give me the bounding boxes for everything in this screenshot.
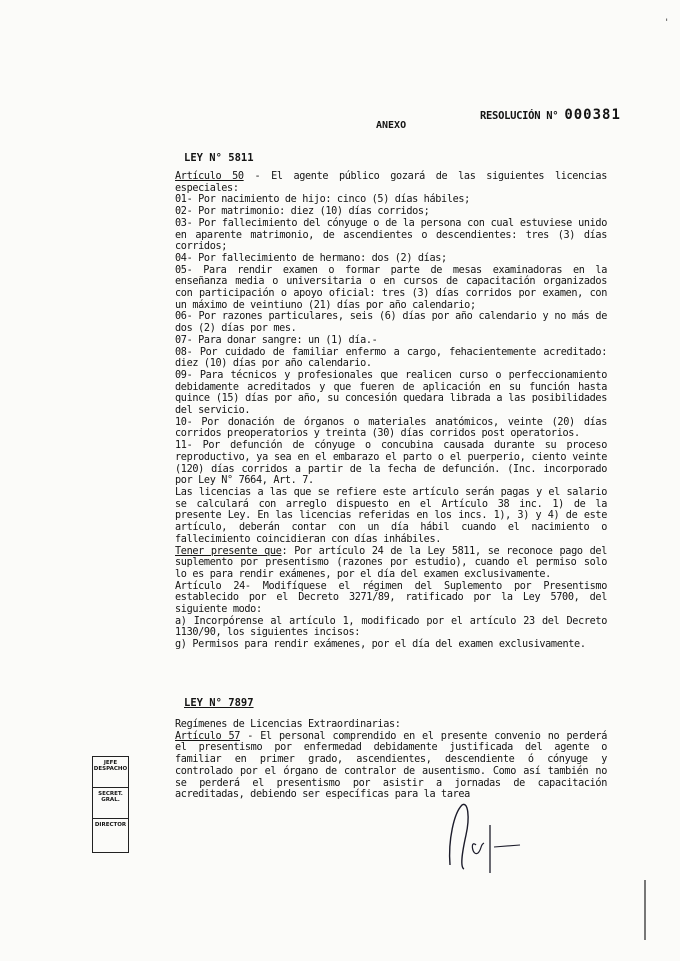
tener-presente-label: Tener presente que	[175, 545, 282, 557]
stamp-cell-director: DIRECTOR	[94, 822, 127, 828]
handwritten-signature	[440, 795, 530, 875]
stamp-cell-secretaria: SECRET. GRAL.	[93, 788, 128, 819]
corner-mark: '	[664, 18, 670, 28]
article-24-item-a: a) Incorpórense al artículo 1, modificado por el artículo 23 del Decreto 1130/90, los siguientes incisos:	[175, 615, 607, 639]
law-7897-title: LEY N° 7897	[184, 697, 254, 709]
resolution-value: 000381	[564, 107, 621, 123]
article-50-label: Artículo 50	[175, 171, 244, 182]
article-57-paragraph	[175, 731, 607, 801]
license-item: 01- Por nacimiento de hijo: cinco (5) días hábiles;	[175, 194, 470, 206]
stamp-cell-jefe: JEFE DESPACHO	[93, 757, 128, 788]
article-50-heading	[175, 171, 607, 194]
license-item: 03- Por fallecimiento del cónyuge o de la persona con cual estuviese unido en aparente matrimonio, de ascendientes o descendientes: tres (3) días corridos;	[175, 217, 607, 253]
tener-presente-paragraph	[175, 546, 607, 581]
resolution-label: RESOLUCIÓN N°	[480, 110, 559, 122]
article-24-item-g: g) Permisos para rendir exámenes, por el día del examen exclusivamente.	[175, 639, 586, 651]
article-50-text: - El agente público gozará de las siguientes licencias especiales:	[175, 171, 607, 194]
paid-licenses-paragraph: Las licencias a las que se refiere este artículo serán pagas y el salario se calculará con arreglo dispuesto en el Artículo 38 inc. 1) de la presente Ley. En las licencias referidas en los incs. 1), 3) y 4) de este artículo, deberán contar con un día hábil cuando el nacimiento o fallecimiento coincidieran con días inhábiles.	[175, 486, 607, 545]
article-24-paragraph: Artículo 24- Modifíquese el régimen del Suplemento por Presentismo establecido por el Decreto 3271/89, ratificado por la Ley 5700, del siguiente modo:	[175, 580, 607, 616]
resolution-number	[480, 107, 621, 123]
license-item: 11- Por defunción de cónyuge o concubina causada durante su proceso reproductivo, ya sea en el embarazo el parto o el puerperio, ciento veinte (120) días corridos a partir de la fecha de defunción. (Inc. incorporado por Ley N° 7664, Art. 7.	[175, 440, 607, 487]
annex-heading: ANEXO	[376, 120, 407, 131]
license-item: 07- Para donar sangre: un (1) día.-	[175, 334, 378, 346]
law-5811-body	[175, 171, 607, 651]
license-item: 05- Para rendir examen o formar parte de mesas examinadoras en la enseñanza media o universitaria o en cursos de capacitación organizados con participación o apoyo oficial: tres (3) días corridos por examen, con un máximo de veintiuno (21) días por año calendario;	[175, 264, 607, 311]
article-57-label: Artículo 57	[175, 730, 241, 742]
license-item: 04- Por fallecimiento de hermano: dos (2) días;	[175, 252, 447, 264]
scan-edge-line	[644, 880, 646, 940]
license-item: 08- Por cuidado de familiar enfermo a cargo, fehacientemente acreditado: diez (10) días por año calendario.	[175, 346, 607, 370]
regimenes-heading: Regímenes de Licencias Extraordinarias:	[175, 719, 401, 730]
tener-presente-text: : Por artículo 24 de la Ley 5811, se reconoce pago del suplemento por presentismo (razones por estudio), cuando el permiso solo lo es para rendir exámenes, por el día del examen exclusivamente.	[175, 545, 607, 580]
license-item: 09- Para técnicos y profesionales que realicen curso o perfeccionamiento debidamente acreditados y que fueren de aplicación en su función hasta quince (15) días por año, su concesión quedara librada a las posibilidades del servicio.	[175, 369, 607, 417]
initials-stamp	[92, 756, 129, 853]
law-7897-body	[175, 719, 607, 801]
law-5811-title: LEY N° 5811	[184, 152, 254, 164]
license-item: 02- Por matrimonio: diez (10) días corridos;	[175, 206, 430, 218]
license-item: 06- Por razones particulares, seis (6) días por año calendario y no más de dos (2) días por mes.	[175, 311, 607, 335]
license-item: 10- Por donación de órganos o materiales anatómicos, veinte (20) días corridos preoperatorios y treinta (30) días corridos post operatorios.	[175, 416, 607, 440]
article-57-text: - El personal comprendido en el presente convenio no perderá el presentismo por enfermedad debidamente justificada del agente o familiar en primer grado, ascendientes, descendiente ó cónyuge y controlado por el órgano de contralor de ausentismo. Como así también no se perderá el presentismo por asistir a jornadas de capacitación acreditadas, debiendo ser específicas para la tarea	[175, 730, 607, 801]
